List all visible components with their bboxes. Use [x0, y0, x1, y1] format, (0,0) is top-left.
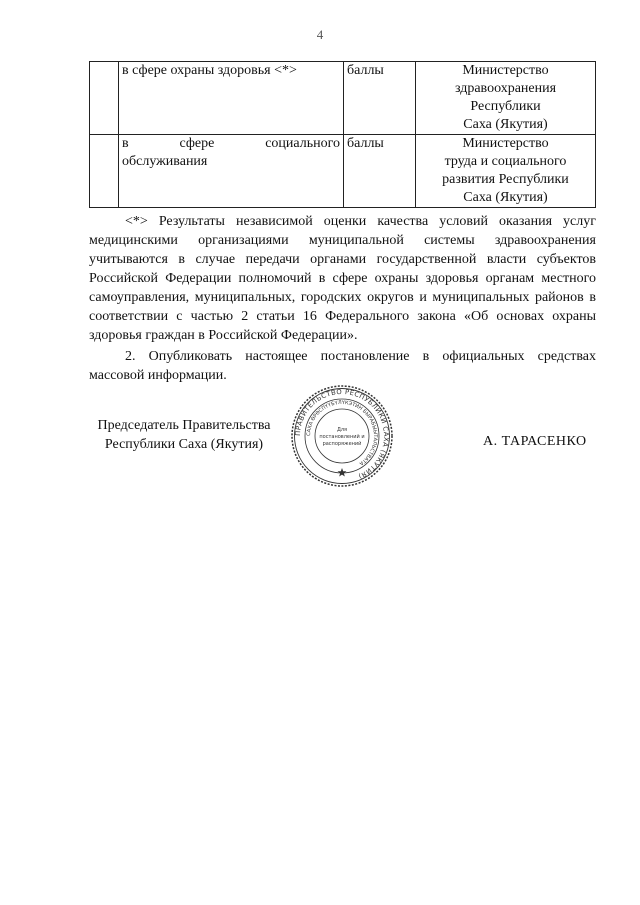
- seal-outer-text: ПРАВИТЕЛЬСТВО РЕСПУБЛИКИ САХА (ЯКУТИЯ): [293, 387, 391, 481]
- table-row: [90, 62, 596, 135]
- official-seal: [290, 384, 394, 488]
- ministry-line: Министерство: [462, 136, 549, 151]
- ministry-line: развития Республики: [442, 172, 569, 187]
- publication-paragraph: [89, 347, 596, 385]
- table-cell-area: [119, 62, 344, 135]
- seal-center-text: постановлений и: [319, 434, 365, 440]
- indicators-table: [89, 61, 596, 208]
- area-text: обслуживания: [122, 154, 208, 169]
- table-cell-empty: [90, 135, 119, 208]
- ministry-line: Саха (Якутия): [463, 117, 548, 132]
- publication-text: 2. Опубликовать настоящее постановление в официальных средствах массовой информации.: [89, 349, 596, 383]
- seal-center-text: Для: [336, 427, 348, 433]
- page-number: 4: [316, 27, 324, 42]
- ministry-line: Республики: [470, 99, 541, 114]
- area-text: в сфере охраны здоровья <*>: [122, 63, 297, 78]
- table-row: [90, 135, 596, 208]
- table-cell-ministry: [416, 62, 596, 135]
- table-cell-unit: баллы: [344, 62, 416, 135]
- seal-star-icon: [338, 468, 347, 477]
- table-cell-unit: баллы: [344, 135, 416, 208]
- signatory-title-line: Председатель Правительства: [97, 418, 271, 433]
- ministry-line: Саха (Якутия): [463, 190, 548, 205]
- footnote-paragraph: [89, 212, 596, 345]
- seal-center-text: распоряжений: [322, 441, 362, 447]
- table-cell-empty: [90, 62, 119, 135]
- footnote-text: <*> Результаты независимой оценки качества условий оказания услуг медицинскими организациями муниципальной системы здравоохранения учитываются в случае передачи органами государственной власти субъектов Российской Федерации полномочий в сфере охраны здоровья органам местного самоуправления, муниципальных, городских округов и муниципальных районов в соответствии с частью 2 статьи 16 Федерального закона «Об основах охраны здоровья граждан в Российской Федерации».: [89, 214, 596, 343]
- table-cell-area: [119, 135, 344, 208]
- area-text: в сфере социального: [122, 136, 340, 151]
- ministry-line: Министерство: [462, 63, 549, 78]
- seal-inner-text: САХА ӨРӨСПҮҮБҮЛҮКЭТИН БЫРАБЫЫТАЛЬСТВАТА: [305, 399, 379, 467]
- signatory-title: [89, 416, 279, 454]
- ministry-line: здравоохранения: [454, 81, 557, 96]
- signatory-title-line: Республики Саха (Якутия): [104, 437, 264, 452]
- ministry-line: труда и социального: [444, 154, 567, 169]
- table-cell-ministry: [416, 135, 596, 208]
- signatory-name: А. ТАРАСЕНКО: [483, 434, 587, 449]
